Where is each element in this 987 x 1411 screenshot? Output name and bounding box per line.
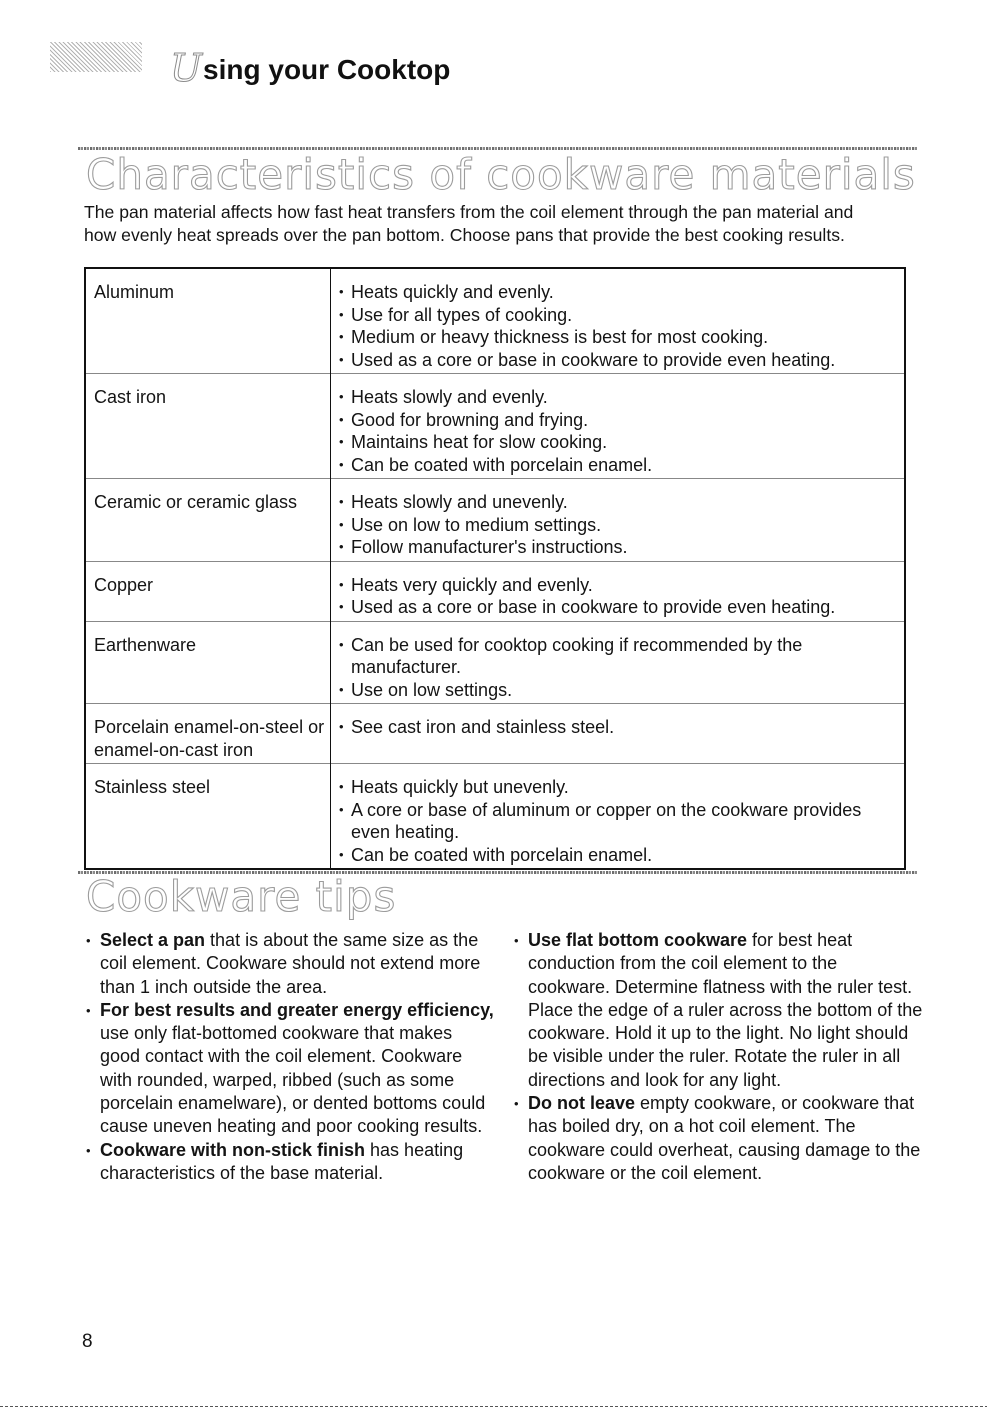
- material-name: Aluminum: [85, 268, 331, 374]
- property-item: • Heats very quickly and evenly.: [339, 574, 904, 597]
- tip-lead: Select a pan: [100, 930, 206, 950]
- tips-right-column: [514, 929, 924, 1185]
- material-row: [85, 561, 905, 621]
- tips-heading: Cookware tips: [86, 872, 397, 921]
- material-row: [85, 621, 905, 704]
- tip-text: that is about the same size as the coil element. Cookware should not extend more than 1 inch outside the area.: [100, 930, 481, 997]
- tip-lead: Do not leave: [528, 1093, 636, 1114]
- material-properties: [331, 479, 906, 562]
- property-item: • Maintains heat for slow cooking.: [339, 431, 904, 454]
- property-item: • Follow manufacturer's instructions.: [339, 536, 904, 559]
- material-name: Cast iron: [85, 374, 331, 479]
- materials-heading: Characteristics of cookware materials: [86, 150, 916, 199]
- materials-table: [84, 267, 906, 870]
- header-pattern-graphic: [50, 42, 142, 72]
- material-row: [85, 374, 905, 479]
- property-item: • Use for all types of cooking.: [339, 304, 904, 327]
- material-row: [85, 704, 905, 764]
- property-item: • Used as a core or base in cookware to provide even heating.: [339, 596, 904, 619]
- tip-lead: Use flat bottom cookware: [528, 930, 748, 950]
- property-item: • Heats slowly and unevenly.: [339, 491, 904, 514]
- material-row: [85, 268, 905, 374]
- tip-text: use only flat-bottomed cookware that makes good contact with the coil element. Cookware with rounded, warped, ribbed (such as some porcelain enamelware), or dented bottoms could cause uneven heating and poor cooking results.: [100, 1023, 486, 1137]
- property-item: • Good for browning and frying.: [339, 409, 904, 432]
- property-item: • Use on low to medium settings.: [339, 514, 904, 537]
- property-item: • Heats slowly and evenly.: [339, 386, 904, 409]
- property-item: • Heats quickly and evenly.: [339, 281, 904, 304]
- material-name: Copper: [85, 561, 331, 621]
- tip-lead: Cookware with non-stick finish: [100, 1139, 366, 1160]
- material-name: Porcelain enamel-on-steel or enamel-on-cast iron: [85, 704, 331, 764]
- material-properties: [331, 268, 906, 374]
- bottom-rule: [0, 1406, 987, 1407]
- page-number: 8: [82, 1331, 93, 1352]
- material-properties: [331, 704, 906, 764]
- tip-item: [514, 929, 924, 1092]
- material-name: Earthenware: [85, 621, 331, 704]
- materials-intro: The pan material affects how fast heat transfers from the coil element through the pan material and how evenly heat spreads over the pan bottom. Choose pans that provide the best cooking results.: [84, 202, 854, 245]
- tip-lead: For best results and greater energy efficiency,: [100, 999, 494, 1020]
- material-name: Stainless steel: [85, 764, 331, 870]
- title-text: sing your Cooktop: [203, 54, 451, 85]
- property-item: • Can be used for cooktop cooking if recommended by the manufacturer.: [339, 634, 904, 679]
- material-row: [85, 764, 905, 870]
- material-properties: [331, 374, 906, 479]
- property-item: • A core or base of aluminum or copper on the cookware provides even heating.: [339, 799, 904, 844]
- property-item: • Medium or heavy thickness is best for most cooking.: [339, 326, 904, 349]
- page-header: [50, 38, 950, 90]
- material-properties: [331, 561, 906, 621]
- property-item: • Can be coated with porcelain enamel.: [339, 454, 904, 477]
- property-item: • Use on low settings.: [339, 679, 904, 702]
- tip-text: has heating characteristics of the base material.: [100, 1139, 464, 1183]
- tip-text: for best heat conduction from the coil element to the cookware. Determine flatness with the ruler test. Place the edge of a ruler across the bottom of the cookware. Hold it up to the light. No light should be visible under the ruler. Rotate the ruler in all directions and look for any light.: [528, 930, 923, 1090]
- property-item: • See cast iron and stainless steel.: [339, 716, 904, 739]
- material-name: Ceramic or ceramic glass: [85, 479, 331, 562]
- tip-item: [86, 929, 496, 999]
- tip-item: [86, 999, 496, 1139]
- property-item: • Can be coated with porcelain enamel.: [339, 844, 904, 867]
- tip-text: empty cookware, or cookware that has boiled dry, on a hot coil element. The cookware could overheat, causing damage to the cookware or the coil element.: [528, 1093, 921, 1183]
- material-properties: [331, 764, 906, 870]
- property-item: • Used as a core or base in cookware to provide even heating.: [339, 349, 904, 372]
- tips-left-column: [86, 929, 496, 1185]
- tip-item: [86, 1139, 496, 1186]
- property-item: • Heats quickly but unevenly.: [339, 776, 904, 799]
- title-initial: U: [170, 46, 203, 90]
- material-properties: [331, 621, 906, 704]
- page-title: [170, 44, 450, 88]
- material-row: [85, 479, 905, 562]
- tip-item: [514, 1092, 924, 1185]
